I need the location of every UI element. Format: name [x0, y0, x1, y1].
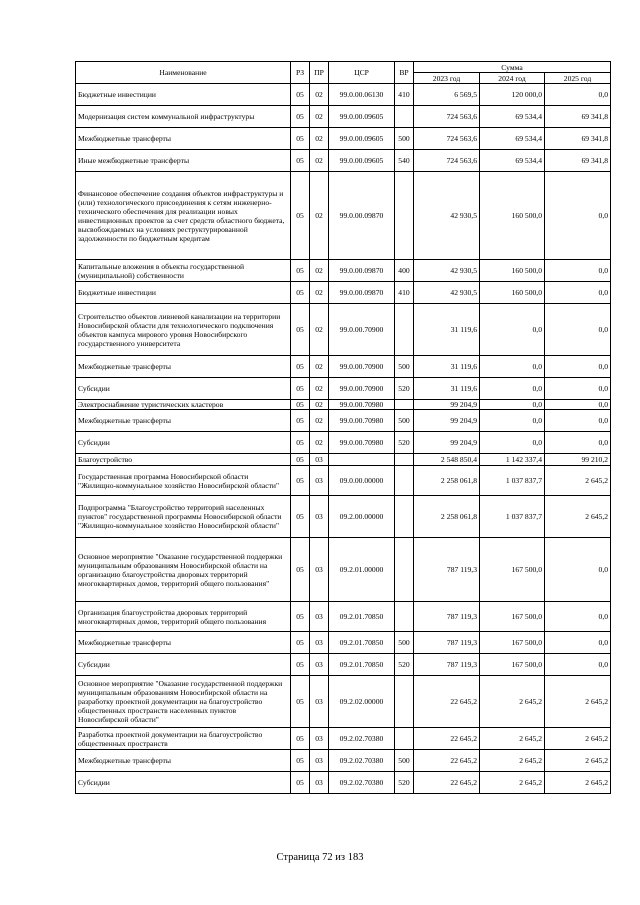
row-2024: 2 645,2	[480, 676, 545, 728]
row-2024: 1 037 837,7	[480, 496, 545, 538]
row-2023: 99 204,9	[414, 432, 480, 454]
row-2025: 0,0	[545, 356, 611, 378]
row-pr: 03	[310, 466, 329, 496]
row-csr: 99.0.00.09870	[329, 260, 395, 282]
table-row	[76, 150, 611, 172]
row-pr: 03	[310, 454, 329, 466]
table-row	[76, 84, 611, 106]
row-csr: 99.0.00.09605	[329, 150, 395, 172]
row-vr	[395, 602, 414, 632]
row-2023: 31 119,6	[414, 356, 480, 378]
row-2024: 120 000,0	[480, 84, 545, 106]
row-name: Организация благоустройства дворовых территорий многоквартирных домов, территорий общего пользования	[76, 602, 291, 632]
table-row	[76, 432, 611, 454]
row-2023: 22 645,2	[414, 750, 480, 772]
table-row	[76, 106, 611, 128]
row-2023: 42 930,5	[414, 282, 480, 304]
row-name: Субсидии	[76, 378, 291, 400]
row-csr: 09.2.01.70850	[329, 602, 395, 632]
row-csr: 99.0.00.09870	[329, 282, 395, 304]
table-body	[76, 84, 611, 794]
row-csr: 99.0.00.70900	[329, 304, 395, 356]
row-csr: 09.2.02.70380	[329, 728, 395, 750]
row-rz: 05	[291, 400, 310, 410]
row-pr: 02	[310, 106, 329, 128]
row-pr: 03	[310, 728, 329, 750]
row-name: Строительство объектов ливневой канализации на территории Новосибирской области для технологического подключения объектов кампуса мирового уровня Новосибирского государственного университета	[76, 304, 291, 356]
row-name: Модернизация систем коммунальной инфраструктуры	[76, 106, 291, 128]
row-2025: 0,0	[545, 538, 611, 602]
table-row	[76, 602, 611, 632]
row-2025: 0,0	[545, 410, 611, 432]
table-row	[76, 282, 611, 304]
table-row	[76, 654, 611, 676]
row-2023: 787 119,3	[414, 654, 480, 676]
row-pr: 02	[310, 128, 329, 150]
table-row	[76, 454, 611, 466]
row-rz: 05	[291, 304, 310, 356]
row-2025: 0,0	[545, 304, 611, 356]
row-vr: 500	[395, 632, 414, 654]
row-vr: 500	[395, 128, 414, 150]
row-vr	[395, 466, 414, 496]
row-rz: 05	[291, 654, 310, 676]
col-vr-header: ВР	[395, 62, 414, 84]
row-rz: 05	[291, 128, 310, 150]
row-vr	[395, 172, 414, 260]
table-row	[76, 538, 611, 602]
row-2025: 69 341,8	[545, 128, 611, 150]
row-pr: 02	[310, 150, 329, 172]
row-name: Субсидии	[76, 432, 291, 454]
row-pr: 03	[310, 602, 329, 632]
row-name: Капитальные вложения в объекты государственной (муниципальной) собственности	[76, 260, 291, 282]
row-2023: 724 563,6	[414, 128, 480, 150]
row-vr: 410	[395, 282, 414, 304]
col-rz-header: РЗ	[291, 62, 310, 84]
row-2025: 2 645,2	[545, 466, 611, 496]
row-pr: 02	[310, 378, 329, 400]
row-pr: 03	[310, 654, 329, 676]
row-name: Основное мероприятие "Оказание государственной поддержки муниципальным образованиям Новосибирской области на разработку проектной документации на благоустройство общественных пространств населенных пунктов Новосибирской области"	[76, 676, 291, 728]
col-2024-header: 2024 год	[480, 73, 545, 84]
row-csr	[329, 454, 395, 466]
row-rz: 05	[291, 772, 310, 794]
row-csr: 99.0.00.70980	[329, 410, 395, 432]
row-2025: 99 210,2	[545, 454, 611, 466]
row-2023: 22 645,2	[414, 772, 480, 794]
row-csr: 99.0.00.09870	[329, 172, 395, 260]
row-csr: 09.0.00.00000	[329, 466, 395, 496]
row-2024: 1 037 837,7	[480, 466, 545, 496]
row-pr: 02	[310, 432, 329, 454]
row-2023: 22 645,2	[414, 676, 480, 728]
row-2025: 2 645,2	[545, 772, 611, 794]
row-pr: 03	[310, 772, 329, 794]
table-row	[76, 632, 611, 654]
row-2023: 6 569,5	[414, 84, 480, 106]
row-rz: 05	[291, 378, 310, 400]
table-row	[76, 172, 611, 260]
row-pr: 02	[310, 172, 329, 260]
table-row	[76, 676, 611, 728]
row-rz: 05	[291, 84, 310, 106]
row-rz: 05	[291, 282, 310, 304]
row-name: Субсидии	[76, 654, 291, 676]
table-row	[76, 128, 611, 150]
row-2024: 0,0	[480, 378, 545, 400]
row-name: Подпрограмма "Благоустройство территорий населенных пунктов" государственной программы Новосибирской области "Жилищно-коммунальное хозяйство Новосибирской области"	[76, 496, 291, 538]
row-name: Основное мероприятие "Оказание государственной поддержки муниципальным образованиям Новосибирской области на организацию благоустройства дворовых территорий многоквартирных домов, территорий общего пользования"	[76, 538, 291, 602]
col-csr-header: ЦСР	[329, 62, 395, 84]
row-rz: 05	[291, 172, 310, 260]
row-rz: 05	[291, 632, 310, 654]
row-vr: 500	[395, 750, 414, 772]
row-csr: 99.0.00.09605	[329, 106, 395, 128]
row-name: Финансовое обеспечение создания объектов инфраструктуры и (или) технологического присоединения к сетям инженерно-технического обеспечения для реализации новых инвестиционных проектов за счет средств областного бюджета, высвобождаемых на условиях реструктурированной задолженности по бюджетным кредитам	[76, 172, 291, 260]
row-vr	[395, 400, 414, 410]
row-2025: 2 645,2	[545, 750, 611, 772]
row-pr: 03	[310, 538, 329, 602]
table-row	[76, 400, 611, 410]
row-rz: 05	[291, 538, 310, 602]
row-2025: 0,0	[545, 172, 611, 260]
row-csr: 09.2.02.70380	[329, 750, 395, 772]
row-2023: 2 258 061,8	[414, 466, 480, 496]
row-2023: 787 119,3	[414, 538, 480, 602]
row-2024: 69 534,4	[480, 128, 545, 150]
row-2024: 0,0	[480, 432, 545, 454]
row-2024: 2 645,2	[480, 750, 545, 772]
table-row	[76, 410, 611, 432]
row-2025: 0,0	[545, 654, 611, 676]
row-2025: 0,0	[545, 632, 611, 654]
row-csr: 09.2.01.70850	[329, 632, 395, 654]
col-name-header: Наименование	[76, 62, 291, 84]
row-vr	[395, 676, 414, 728]
row-vr: 540	[395, 150, 414, 172]
row-csr: 99.0.00.70980	[329, 432, 395, 454]
page-number: Страница 72 из 183	[276, 852, 364, 863]
table-row	[76, 772, 611, 794]
row-name: Субсидии	[76, 772, 291, 794]
row-2024: 1 142 337,4	[480, 454, 545, 466]
row-2025: 0,0	[545, 602, 611, 632]
row-2024: 160 500,0	[480, 172, 545, 260]
row-csr: 99.0.00.09605	[329, 128, 395, 150]
row-vr	[395, 454, 414, 466]
row-2023: 2 258 061,8	[414, 496, 480, 538]
table-row	[76, 728, 611, 750]
row-name: Бюджетные инвестиции	[76, 84, 291, 106]
row-2025: 69 341,8	[545, 150, 611, 172]
row-pr: 02	[310, 260, 329, 282]
row-vr: 520	[395, 654, 414, 676]
row-rz: 05	[291, 150, 310, 172]
row-2024: 160 500,0	[480, 260, 545, 282]
row-vr: 520	[395, 378, 414, 400]
row-rz: 05	[291, 496, 310, 538]
row-rz: 05	[291, 602, 310, 632]
row-csr: 99.0.00.70900	[329, 378, 395, 400]
table-row	[76, 750, 611, 772]
row-name: Государственная программа Новосибирской области "Жилищно-коммунальное хозяйство Новосибирской области"	[76, 466, 291, 496]
row-name: Межбюджетные трансферты	[76, 410, 291, 432]
row-2025: 0,0	[545, 400, 611, 410]
row-csr: 99.0.00.70980	[329, 400, 395, 410]
row-pr: 03	[310, 496, 329, 538]
row-vr	[395, 304, 414, 356]
row-vr	[395, 538, 414, 602]
row-2024: 2 645,2	[480, 728, 545, 750]
row-vr: 500	[395, 410, 414, 432]
row-2025: 0,0	[545, 282, 611, 304]
row-2023: 724 563,6	[414, 106, 480, 128]
row-csr: 09.2.01.70850	[329, 654, 395, 676]
row-pr: 02	[310, 400, 329, 410]
row-pr: 02	[310, 84, 329, 106]
row-2025: 0,0	[545, 84, 611, 106]
row-2023: 99 204,9	[414, 400, 480, 410]
row-2023: 724 563,6	[414, 150, 480, 172]
row-2023: 42 930,5	[414, 260, 480, 282]
row-2025: 2 645,2	[545, 728, 611, 750]
row-name: Межбюджетные трансферты	[76, 356, 291, 378]
row-rz: 05	[291, 106, 310, 128]
row-csr: 99.0.00.06130	[329, 84, 395, 106]
col-2025-header: 2025 год	[545, 73, 611, 84]
row-2024: 2 645,2	[480, 772, 545, 794]
row-2023: 31 119,6	[414, 304, 480, 356]
col-sum-header: Сумма	[414, 62, 611, 73]
row-2024: 69 534,4	[480, 106, 545, 128]
row-2024: 69 534,4	[480, 150, 545, 172]
row-2024: 160 500,0	[480, 282, 545, 304]
row-2024: 0,0	[480, 356, 545, 378]
row-pr: 03	[310, 750, 329, 772]
row-pr: 03	[310, 676, 329, 728]
row-2024: 0,0	[480, 400, 545, 410]
row-rz: 05	[291, 410, 310, 432]
row-2023: 787 119,3	[414, 602, 480, 632]
row-csr: 09.2.01.00000	[329, 538, 395, 602]
row-rz: 05	[291, 750, 310, 772]
row-2023: 2 548 850,4	[414, 454, 480, 466]
row-vr	[395, 106, 414, 128]
row-name: Электроснабжение туристических кластеров	[76, 400, 291, 410]
table-row	[76, 378, 611, 400]
row-rz: 05	[291, 676, 310, 728]
header-row	[76, 62, 611, 73]
row-rz: 05	[291, 728, 310, 750]
row-2025: 2 645,2	[545, 676, 611, 728]
row-rz: 05	[291, 260, 310, 282]
row-name: Разработка проектной документации на благоустройство общественных пространств	[76, 728, 291, 750]
table-row	[76, 260, 611, 282]
table-row	[76, 466, 611, 496]
row-csr: 99.0.00.70900	[329, 356, 395, 378]
row-name: Межбюджетные трансферты	[76, 632, 291, 654]
row-2024: 167 500,0	[480, 632, 545, 654]
row-2024: 167 500,0	[480, 654, 545, 676]
row-2025: 2 645,2	[545, 496, 611, 538]
row-2025: 0,0	[545, 432, 611, 454]
col-pr-header: ПР	[310, 62, 329, 84]
row-csr: 09.2.00.00000	[329, 496, 395, 538]
row-2025: 0,0	[545, 260, 611, 282]
row-2023: 99 204,9	[414, 410, 480, 432]
row-name: Бюджетные инвестиции	[76, 282, 291, 304]
row-rz: 05	[291, 356, 310, 378]
row-2023: 22 645,2	[414, 728, 480, 750]
col-2023-header: 2023 год	[414, 73, 480, 84]
row-rz: 05	[291, 432, 310, 454]
row-2023: 787 119,3	[414, 632, 480, 654]
row-rz: 05	[291, 466, 310, 496]
row-2025: 0,0	[545, 378, 611, 400]
row-pr: 02	[310, 356, 329, 378]
row-vr	[395, 496, 414, 538]
row-vr	[395, 728, 414, 750]
row-pr: 02	[310, 282, 329, 304]
row-2024: 167 500,0	[480, 538, 545, 602]
row-vr: 520	[395, 772, 414, 794]
row-name: Межбюджетные трансферты	[76, 128, 291, 150]
row-pr: 03	[310, 632, 329, 654]
row-csr: 09.2.02.70380	[329, 772, 395, 794]
row-vr: 410	[395, 84, 414, 106]
row-rz: 05	[291, 454, 310, 466]
row-name: Межбюджетные трансферты	[76, 750, 291, 772]
row-2024: 167 500,0	[480, 602, 545, 632]
table-row	[76, 304, 611, 356]
row-2025: 69 341,8	[545, 106, 611, 128]
table-row	[76, 356, 611, 378]
row-vr: 520	[395, 432, 414, 454]
table-row	[76, 496, 611, 538]
row-pr: 02	[310, 304, 329, 356]
row-name: Иные межбюджетные трансферты	[76, 150, 291, 172]
row-2024: 0,0	[480, 304, 545, 356]
budget-table	[75, 61, 611, 794]
row-vr: 400	[395, 260, 414, 282]
row-2024: 0,0	[480, 410, 545, 432]
row-2023: 31 119,6	[414, 378, 480, 400]
row-csr: 09.2.02.00000	[329, 676, 395, 728]
row-vr: 500	[395, 356, 414, 378]
row-pr: 02	[310, 410, 329, 432]
row-name: Благоустройство	[76, 454, 291, 466]
row-2023: 42 930,5	[414, 172, 480, 260]
